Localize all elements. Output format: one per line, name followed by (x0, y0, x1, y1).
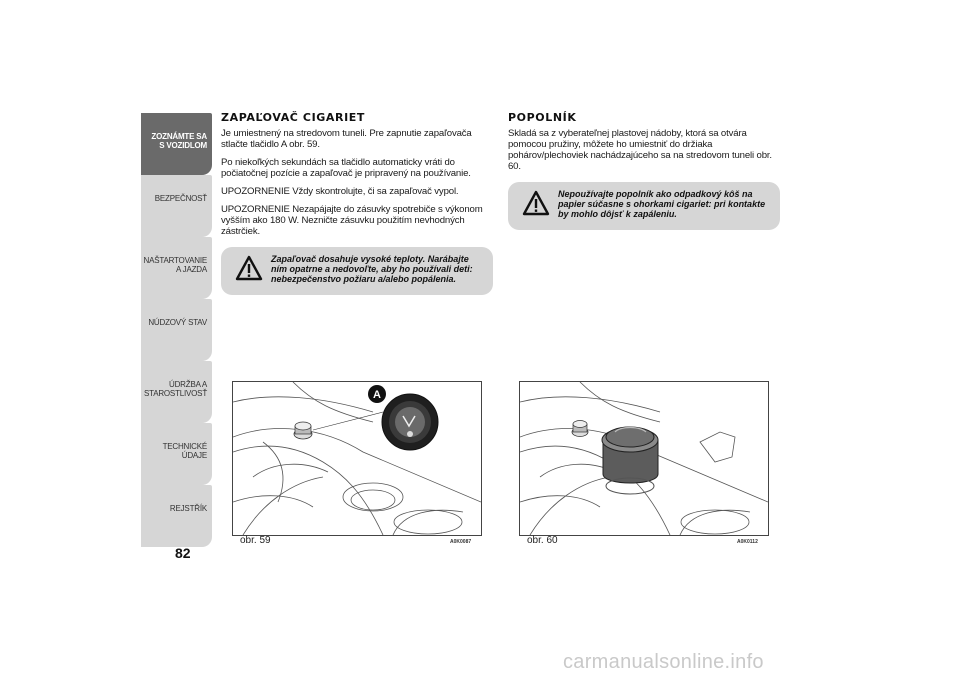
paragraph: Je umiestnený na stredovom tuneli. Pre zapnutie zapaľovača stlačte tlačidlo A obr. 59. (221, 128, 472, 150)
warning-text: Zapaľovač dosahuje vysoké teploty. Narábajte ním opatrne a nedovoľte, aby ho používali deti: nebezpečenstvo požiaru a/alebo popálenia. (271, 254, 473, 284)
sidebar-tab-label: BEZPEČNOSŤ (154, 194, 207, 203)
section-title: ZAPAĽOVAČ CIGARIET (221, 111, 365, 124)
warning-triangle-icon (235, 255, 263, 281)
sidebar-tab-label: TECHNICKÉ ÚDAJE (162, 442, 207, 460)
sidebar-tab-udrzba[interactable] (141, 361, 212, 423)
warning-box (221, 247, 493, 295)
figure-ashtray (519, 381, 769, 536)
sidebar-tab-label: NÚDZOVÝ STAV (148, 318, 207, 327)
sidebar-tab-label: REJSTŘÍK (169, 504, 207, 513)
lighter-socket-small (294, 422, 312, 439)
figure-code: A0K0112 (737, 539, 758, 545)
sidebar-tab-bezpecnost[interactable] (141, 175, 212, 237)
sidebar-tab-label: ÚDRŽBA A STAROSTLIVOSŤ (143, 380, 208, 398)
sidebar-tab-label: ZOZNÁMTE SA S VOZIDLOM (151, 132, 207, 150)
lighter-detail-magnified (382, 394, 438, 450)
figure-caption: obr. 59 (240, 535, 271, 546)
paragraph: UPOZORNENIE Nezapájajte do zásuvky spotrebiče s výkonom vyšším ako 180 W. Nezničte zásuvku použitím nevhodných zástrčiek. (221, 204, 483, 237)
figure-caption: obr. 60 (527, 535, 558, 546)
lighter-socket-small (572, 421, 588, 437)
sidebar-tab-label: NAŠTARTOVANIE A JAZDA (143, 256, 207, 274)
figure-code: A0K0087 (450, 539, 472, 545)
section-title: POPOLNÍK (508, 111, 577, 124)
paragraph: Po niekoľkých sekundách sa tlačidlo automaticky vráti do počiatočnej pozície a zapaľovač je pripravený na používanie. (221, 157, 471, 179)
ashtray-illustration (520, 382, 768, 535)
sidebar-tab-nudzovy-stav[interactable] (141, 299, 212, 361)
warning-text: Nepoužívajte popolník ako odpadkový kôš na papier súčasne s ohorkami cigariet: pri kontakte by mohlo dôjsť k zapáleniu. (558, 189, 766, 219)
section-ashtray (508, 111, 780, 230)
callout-a-label: A (373, 389, 381, 401)
page-number: 82 (175, 545, 191, 561)
paragraph: Skladá sa z vyberateľnej plastovej nádoby, ktorá sa otvára pomocou pružiny, môžete ho umiestniť do držiaka pohárov/plechoviek nachádzajúceho sa na stredovom tuneli obr. 60. (508, 128, 772, 172)
sidebar-tab-vozidlo[interactable] (141, 113, 212, 175)
ashtray-container (602, 427, 658, 494)
figure-cigarette-lighter (232, 381, 482, 536)
sidebar-tab-technicke-udaje[interactable] (141, 423, 212, 485)
section-cigarette-lighter (221, 111, 493, 295)
warning-triangle-icon (522, 190, 550, 216)
cigarette-lighter-illustration (233, 382, 481, 535)
sidebar-tab-startovanie[interactable] (141, 237, 212, 299)
watermark: carmanualsonline.info (563, 651, 764, 673)
warning-box (508, 182, 780, 230)
paragraph: UPOZORNENIE Vždy skontrolujte, či sa zapaľovač vypol. (221, 186, 459, 197)
sidebar-tab-rejstrik[interactable] (141, 485, 212, 547)
